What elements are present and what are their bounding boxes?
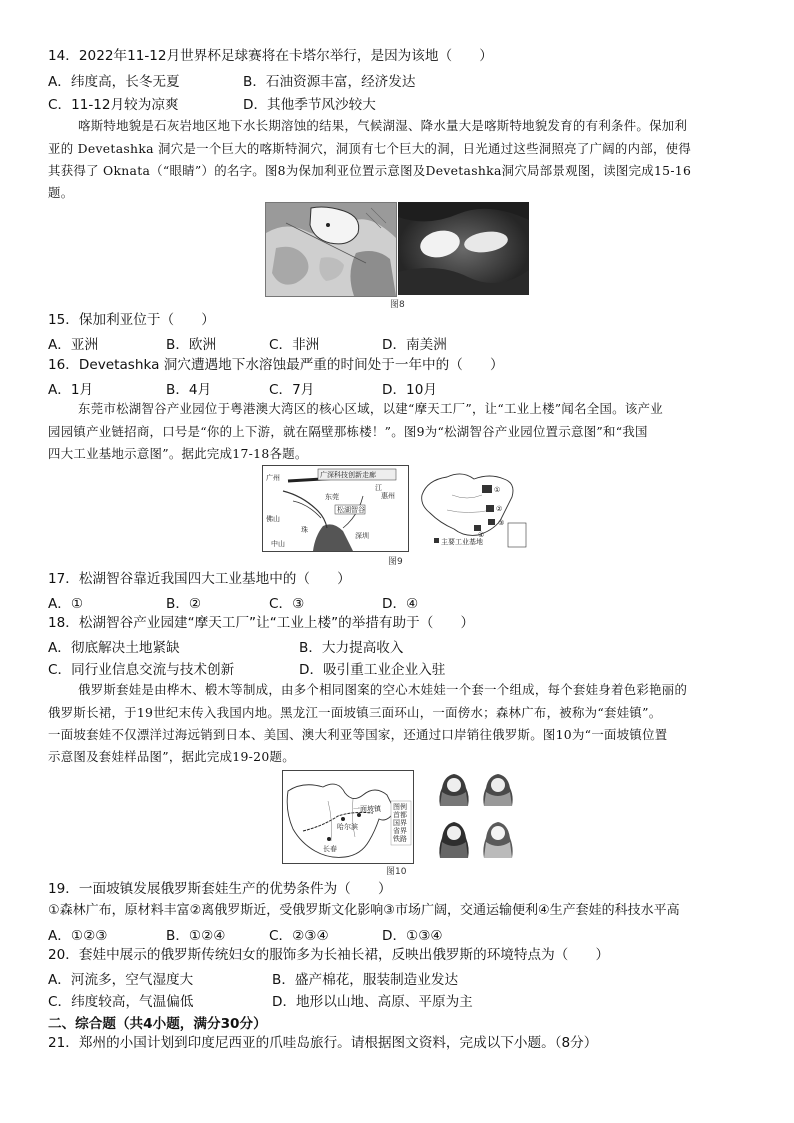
fig10-label: 长春 [323, 845, 337, 853]
q19-option-b: B．①②④ [166, 928, 226, 944]
q15-option-a: A．亚洲 [48, 337, 99, 353]
q14-option-c: C．11-12月较为凉爽 [48, 97, 179, 113]
figure-8-caption: 图8 [390, 300, 405, 310]
passage-17-18-line: 四大工业基地示意图”。据此完成17-18各题。 [48, 446, 308, 461]
q18-option-d: D．吸引重工业企业入驻 [299, 662, 446, 678]
q19-option-d: D．①③④ [382, 928, 443, 944]
fig9-label: 广州 [266, 474, 280, 482]
q20-option-c: C．纬度较高，气温偏低 [48, 994, 194, 1010]
passage-19-20-line: 一面坡套娃不仅漂洋过海远销到日本、美国、澳大利亚等国家，还通过口岸销往俄罗斯。图10为“一面坡镇位置 [48, 727, 668, 742]
q16-option-c: C．7月 [269, 382, 315, 398]
q20-option-a: A．河流多，空气湿度大 [48, 972, 194, 988]
q17-option-d: D．④ [382, 596, 419, 612]
songhu-location-map [262, 465, 409, 552]
fig9-label: 广深科技创新走廊 [320, 471, 376, 479]
q18-option-b: B．大力提高收入 [299, 640, 404, 656]
section-heading: 二、综合题（共4小题，满分30分） [48, 1016, 267, 1032]
fig9-label: 松湖智谷 [337, 506, 365, 514]
q20-option-b: B．盛产棉花，服装制造业发达 [272, 972, 459, 988]
cave-photo [398, 202, 529, 295]
fig9-marker: ① [494, 486, 501, 494]
fig9-legend: 主要工业基地 [441, 538, 483, 546]
passage-19-20-line: 示意图及套娃样品图”，据此完成19-20题。 [48, 749, 295, 764]
fig10-label: 哈尔滨 [337, 823, 358, 831]
figure-10-caption: 图10 [386, 867, 407, 877]
q15-option-c: C．非洲 [269, 337, 320, 353]
fig9-label: 江 [375, 484, 382, 492]
q18-option-c: C．同行业信息交流与技术创新 [48, 662, 235, 678]
q15-stem: 15．保加利亚位于（ ） [48, 312, 215, 328]
passage-15-16-line: 其获得了 Oknata（“眼睛”）的名字。图8为保加利亚位置示意图及Devetashka洞穴局部景观图，读图完成15-16 [48, 163, 692, 178]
q14-option-a: A．纬度高，长冬无夏 [48, 74, 180, 90]
q18-stem: 18．松湖智谷产业园建“摩天工厂”让“工业上楼”的举措有助于（ ） [48, 615, 475, 631]
yimianpo-location-map [282, 770, 414, 864]
fig10-legend: 图例 [393, 803, 407, 811]
fig9-label: 深圳 [355, 532, 369, 540]
fig10-legend: 首都 [393, 811, 407, 819]
q20-stem: 20．套娃中展示的俄罗斯传统妇女的服饰多为长袖长裙，反映出俄罗斯的环境特点为（ ） [48, 947, 610, 963]
q16-stem: 16．Devetashka 洞穴遭遇地下水溶蚀最严重的时间处于一年中的（ ） [48, 357, 504, 373]
fig9-marker: ④ [478, 531, 485, 539]
fig9-marker: ③ [498, 519, 505, 527]
fig9-marker: ② [496, 505, 503, 513]
passage-15-16-line: 喀斯特地貌是石灰岩地区地下水长期溶蚀的结果，气候湖湿、降水量大是喀斯特地貌发育的有利条件。保加利 [78, 118, 688, 133]
q15-option-b: B．欧洲 [166, 337, 217, 353]
q19-option-a: A．①②③ [48, 928, 108, 944]
q16-option-d: D．10月 [382, 382, 437, 398]
matryoshka-doll-icon [439, 774, 468, 806]
q19-option-c: C．②③④ [269, 928, 329, 944]
q17-stem: 17．松湖智谷靠近我国四大工业基地中的（ ） [48, 571, 351, 587]
figure-9-caption: 图9 [388, 557, 403, 567]
passage-17-18-line: 园园镇产业链招商，口号是“你的上下游，就在隔壁那栋楼！”。图9为“松湖智谷产业园位置示意图”和“我国 [48, 424, 648, 439]
fig10-legend: 省界 [393, 827, 407, 835]
q17-option-c: C．③ [269, 596, 305, 612]
fig9-label: 东莞 [325, 493, 339, 501]
q19-conditions: ①森林广布，原材料丰富②离俄罗斯近，受俄罗斯文化影响③市场广阔，交通运输便利④生产套娃的科技水平高 [48, 903, 680, 918]
q15-option-d: D．南美洲 [382, 337, 447, 353]
passage-17-18-line: 东莞市松湖智谷产业园位于粤港澳大湾区的核心区域，以建“摩天工厂”，让“工业上楼”闻名全国。该产业 [78, 401, 663, 416]
fig10-label: 一面坡镇 [353, 805, 381, 813]
q21-stem: 21．郑州的小国计划到印度尼西亚的爪哇岛旅行。请根据图文资料，完成以下小题。（8分） [48, 1035, 598, 1051]
china-industrial-bases-map [412, 465, 530, 550]
q19-stem: 19．一面坡镇发展俄罗斯套娃生产的优势条件为（ ） [48, 881, 392, 897]
fig9-label: 中山 [271, 540, 285, 548]
passage-19-20-line: 俄罗斯长裙，于19世纪末传入我国内地。黑龙江一面坡镇三面环山，一面傍水；森林广布，被称为“套娃镇”。 [48, 705, 662, 720]
matryoshka-doll-photo [436, 766, 518, 864]
q17-option-b: B．② [166, 596, 202, 612]
passage-15-16-line: 亚的 Devetashka 洞穴是一个巨大的喀斯特洞穴，洞顶有七个巨大的洞，日光通过这些洞照亮了广阔的内部，使得 [48, 141, 692, 156]
q20-option-d: D．地形以山地、高原、平原为主 [272, 994, 473, 1010]
q18-option-a: A．彻底解决土地紧缺 [48, 640, 180, 656]
passage-15-16-line: 题。 [48, 185, 74, 200]
fig9-label: 珠 [301, 526, 308, 534]
q16-option-a: A．1月 [48, 382, 94, 398]
fig10-legend: 国界 [393, 819, 407, 827]
fig9-label: 惠州 [381, 492, 395, 500]
fig9-label: 佛山 [266, 515, 280, 523]
q14-stem: 14．2022年11-12月世界杯足球赛将在卡塔尔举行，是因为该地（ ） [48, 48, 493, 64]
fig10-legend: 铁路 [393, 835, 407, 843]
bulgaria-location-map [265, 202, 397, 297]
q16-option-b: B．4月 [166, 382, 212, 398]
passage-19-20-line: 俄罗斯套娃是由桦木、椴木等制成，由多个相同图案的空心木娃娃一个套一个组成，每个套娃身着色彩艳丽的 [78, 682, 688, 697]
q14-option-b: B．石油资源丰富，经济发达 [243, 74, 416, 90]
q14-option-d: D．其他季节风沙较大 [243, 97, 376, 113]
q17-option-a: A．① [48, 596, 84, 612]
